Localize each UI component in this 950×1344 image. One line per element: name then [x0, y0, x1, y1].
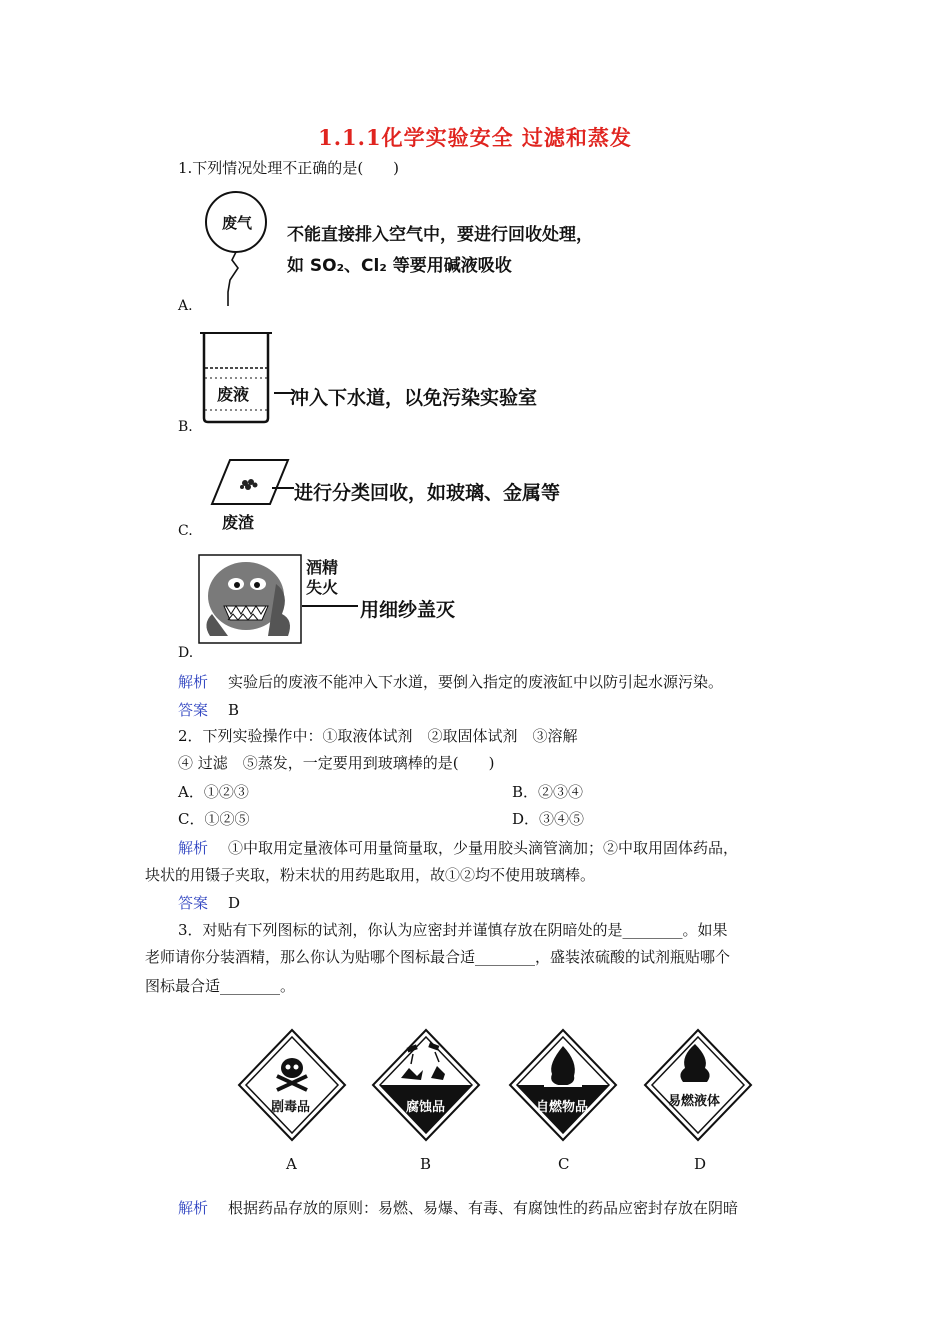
- option-c-text: 进行分类回收，如玻璃、金属等: [294, 482, 561, 504]
- q3-analysis: 根据药品存放的原则：易燃、易爆、有毒、有腐蚀性的药品应密封存放在阴暗: [228, 1199, 739, 1217]
- option-a-letter: A.: [178, 298, 193, 314]
- waste-residue-plate-icon: [210, 458, 300, 508]
- q2-analysis-line2: 块状的用镊子夹取，粉末状的用药匙取用，故①②均不使用玻璃棒。: [145, 866, 596, 884]
- option-b-letter: B.: [178, 419, 193, 435]
- q1-answer-label: 答案: [178, 701, 209, 719]
- sign-a-letter: A: [286, 1155, 297, 1173]
- option-b-text: 冲入下水道，以免污染实验室: [290, 387, 538, 409]
- option-a-label: 废气: [222, 214, 253, 232]
- q2-option-a: A．①②③: [178, 783, 249, 801]
- q2-answer: D: [228, 894, 241, 912]
- sign-d-letter: D: [694, 1155, 707, 1173]
- sign-c-label: 自燃物品: [536, 1100, 589, 1115]
- option-a-line1: 不能直接排入空气中，要进行回收处理，: [287, 225, 593, 245]
- sign-a-label: 剧毒品: [271, 1100, 311, 1115]
- q1-analysis: 实验后的废液不能冲入下水道，要倒入指定的废液缸中以防引起水源污染。: [228, 673, 724, 691]
- sign-b-letter: B: [420, 1155, 432, 1173]
- q3-line3: 图标最合适________。: [145, 977, 296, 995]
- option-d-label2: 失火: [306, 578, 339, 597]
- sign-b-label: 腐蚀品: [406, 1100, 446, 1115]
- spontaneous-combustion-hazard-sign: [508, 1028, 618, 1142]
- flammable-liquid-hazard-sign: [643, 1028, 753, 1142]
- q2-option-d: D．③④⑤: [512, 810, 585, 828]
- connector-line: [302, 603, 360, 609]
- option-b-label: 废液: [217, 385, 250, 404]
- q2-option-c: C．①②⑤: [178, 810, 250, 828]
- q2-stem-line2: ④ 过滤 ⑤蒸发，一定要用到玻璃棒的是( ): [178, 754, 495, 772]
- toxic-hazard-sign: [237, 1028, 347, 1142]
- waste-gas-balloon-icon: [200, 188, 280, 308]
- q2-option-b: B．②③④: [512, 783, 584, 801]
- corrosive-hazard-sign: [371, 1028, 481, 1142]
- option-d-text: 用细纱盖灭: [360, 599, 456, 621]
- alcohol-fire-monster-icon: [198, 554, 302, 644]
- q2-analysis-label: 解析: [178, 839, 209, 857]
- beaker-icon: [198, 330, 278, 425]
- option-d-letter: D.: [178, 645, 194, 661]
- option-a-line2: 如 SO₂、Cl₂ 等要用碱液吸收: [287, 256, 512, 276]
- option-c-letter: C.: [178, 523, 193, 539]
- sign-d-label: 易燃液体: [668, 1094, 721, 1109]
- page-title: 1.1.1化学实验安全 过滤和蒸发: [318, 125, 632, 150]
- option-d-label1: 酒精: [306, 558, 339, 577]
- q2-stem-line1: 2．下列实验操作中：①取液体试剂 ②取固体试剂 ③溶解: [178, 727, 578, 745]
- q3-line2: 老师请你分装酒精，那么你认为贴哪个图标最合适________，盛装浓硫酸的试剂瓶贴哪个: [145, 948, 731, 966]
- q1-stem: 1.下列情况处理不正确的是( ): [178, 159, 400, 177]
- q1-analysis-label: 解析: [178, 673, 209, 691]
- sign-c-letter: C: [558, 1155, 570, 1173]
- q3-line1: 3．对贴有下列图标的试剂，你认为应密封并谨慎存放在阴暗处的是________。如果: [178, 921, 728, 939]
- q1-answer: B: [228, 701, 240, 719]
- q2-analysis-line1: ①中取用定量液体可用量筒量取，少量用胶头滴管滴加；②中取用固体药品，: [228, 839, 739, 857]
- option-c-label: 废渣: [222, 513, 255, 532]
- q3-analysis-label: 解析: [178, 1199, 209, 1217]
- q2-answer-label: 答案: [178, 894, 209, 912]
